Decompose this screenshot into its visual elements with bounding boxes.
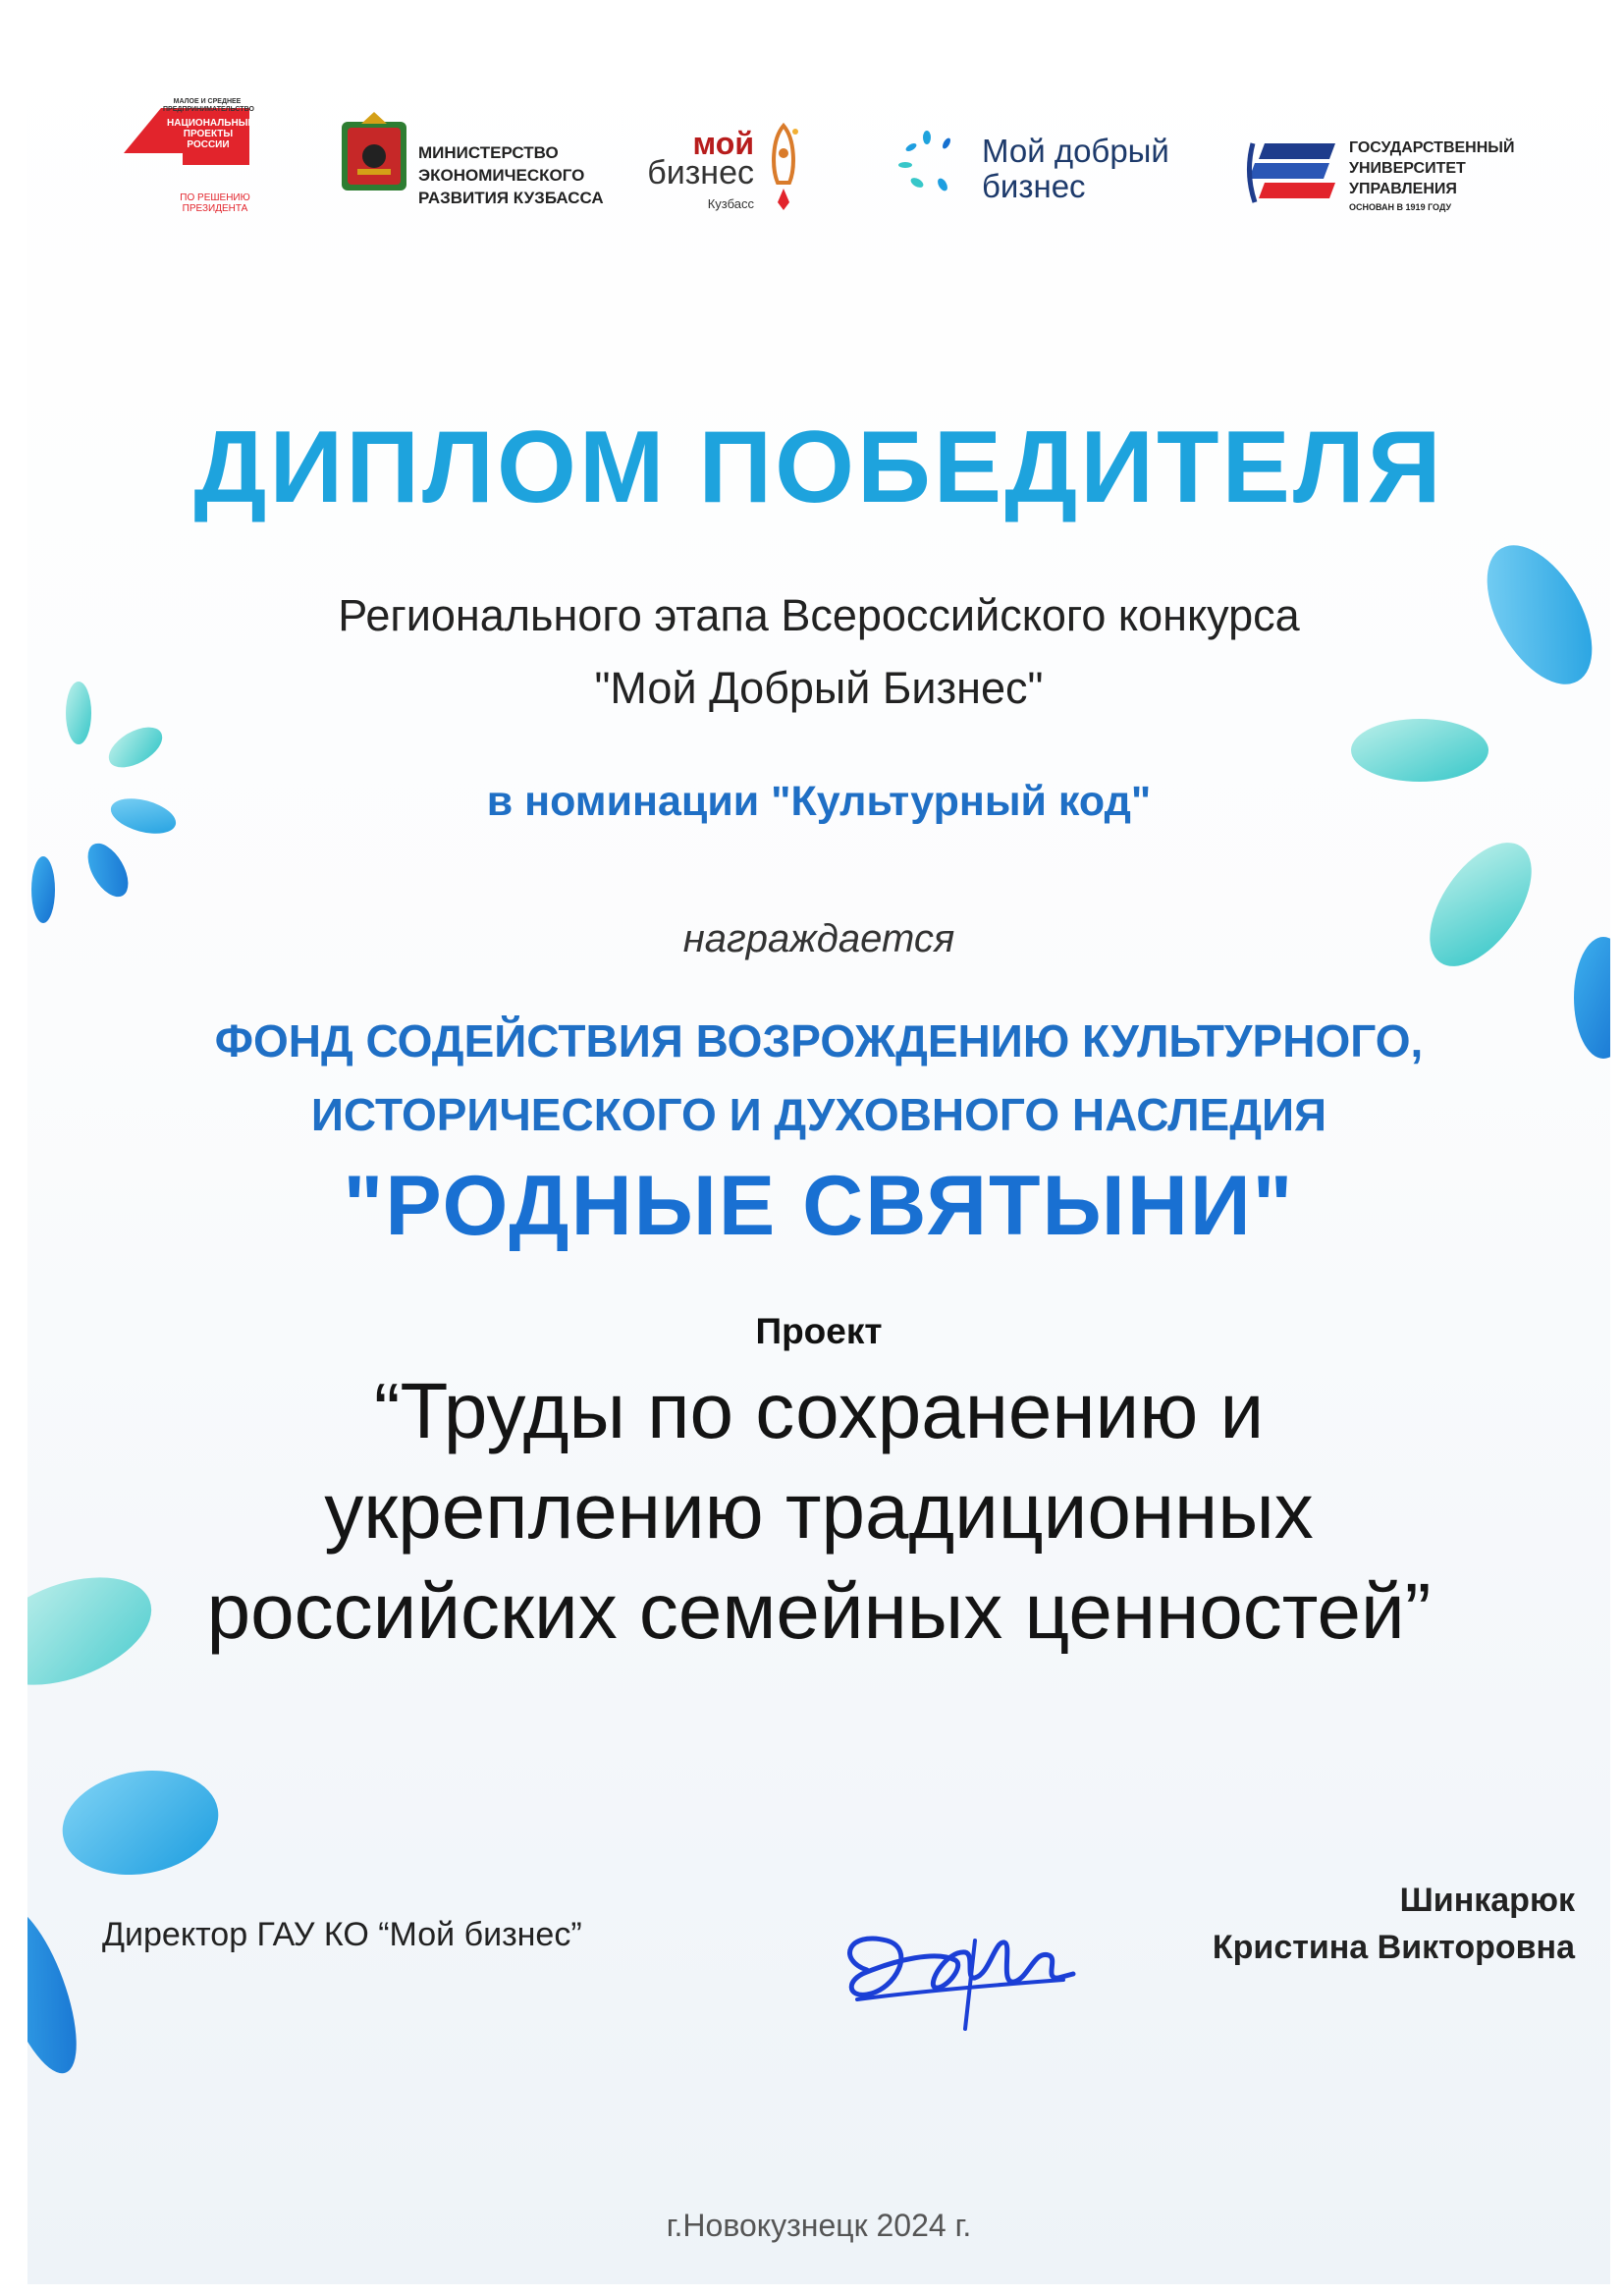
national-projects-line: ПРЕЗИДЕНТА [182, 203, 248, 214]
signer-name [1213, 1877, 1575, 1971]
partner-logos [27, 94, 1610, 242]
handwritten-signature [828, 1901, 1083, 2049]
project-label: Проект [755, 1311, 883, 1351]
university-name-line: УПРАВЛЕНИЯ [1349, 181, 1457, 197]
signer-surname: Шинкарюк [1399, 1882, 1575, 1919]
university-founded: ОСНОВАН В 1919 ГОДУ [1349, 202, 1452, 212]
signer-given-name: Кристина Викторовна [1212, 1929, 1575, 1966]
petals-icon [897, 130, 972, 208]
nomination: в номинации "Культурный код" [486, 778, 1152, 825]
university-name-line: ГОСУДАРСТВЕННЫЙ [1349, 139, 1515, 156]
my-business-region: Кузбасс [707, 196, 754, 211]
my-good-business-logo [897, 94, 1192, 242]
petal [1351, 719, 1488, 782]
ministry-name-line: ЭКОНОМИЧЕСКОГО [418, 166, 585, 185]
ministry-name-line: РАЗВИТИЯ КУЗБАССА [418, 189, 604, 207]
coat-of-arms-icon [340, 112, 408, 202]
organization-line: ИСТОРИЧЕСКОГО И ДУХОВНОГО НАСЛЕДИЯ [310, 1089, 1327, 1140]
ministry-name-line: МИНИСТЕРСТВО [418, 143, 559, 162]
contest-name: "Мой Добрый Бизнес" [594, 663, 1044, 713]
petal [80, 837, 136, 903]
national-projects-main-text [167, 118, 255, 150]
ministry-logo [340, 94, 634, 242]
contest-stage: Регионального этапа Всероссийского конкурса [338, 590, 1300, 640]
project-title-line: “Труды по сохранению и [373, 1367, 1265, 1454]
university-emblem-icon [1245, 134, 1339, 212]
my-good-business-line: бизнес [982, 168, 1086, 204]
organization-line: ФОНД СОДЕЙСТВИЯ ВОЗРОЖДЕНИЮ КУЛЬТУРНОГО, [214, 1015, 1424, 1066]
national-projects-line: РОССИИ [187, 139, 230, 150]
my-business-word: мой [692, 126, 754, 161]
diploma-title: ДИПЛОМ ПОБЕДИТЕЛЯ [193, 410, 1444, 524]
my-good-business-line: Мой добрый [982, 133, 1169, 169]
my-business-word: бизнес [647, 154, 754, 191]
national-projects-line: НАЦИОНАЛЬНЫЕ [167, 118, 255, 129]
national-projects-bottom-text [179, 192, 251, 214]
project-title-line: российских семейных ценностей” [206, 1567, 1432, 1655]
petal [102, 719, 169, 776]
rocket-icon [762, 122, 805, 210]
director-position: Директор ГАУ КО “Мой бизнес” [102, 1916, 582, 1953]
university-name-line: УНИВЕРСИТЕТ [1349, 160, 1466, 177]
organization-name: "РОДНЫЕ СВЯТЫНИ" [343, 1159, 1295, 1253]
national-projects-line: ПРОЕКТЫ [183, 129, 234, 139]
project-title-line: укреплению традиционных [324, 1467, 1314, 1555]
national-projects-logo [124, 94, 255, 242]
project-title [27, 1361, 1610, 1662]
university-logo [1245, 94, 1569, 242]
place-and-year: г.Новокузнецк 2024 г. [666, 2208, 972, 2243]
university-name [1349, 137, 1514, 215]
national-projects-line: ПО РЕШЕНИЮ [180, 192, 250, 203]
petal [54, 1759, 227, 1886]
national-projects-top-text: МАЛОЕ И СРЕДНЕЕ ПРЕДПРИНИМАТЕЛЬСТВО [163, 98, 254, 113]
my-good-business-name [982, 134, 1169, 204]
petal [27, 1896, 93, 2083]
awarded-label: награждается [682, 917, 955, 960]
diploma-sheet [27, 16, 1610, 2284]
my-business-logo [646, 94, 823, 242]
ministry-name [418, 141, 604, 209]
